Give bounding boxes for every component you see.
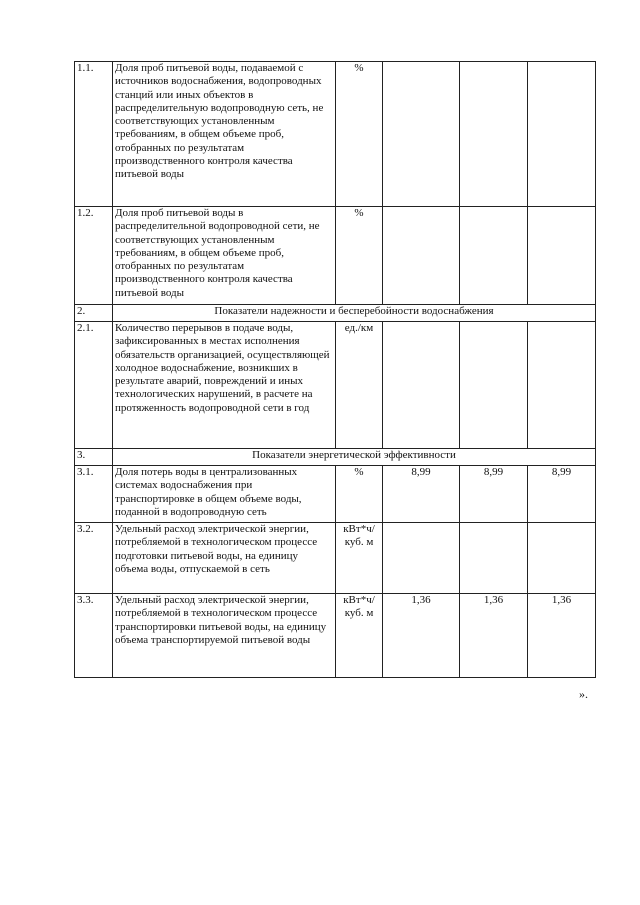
row-value-1	[383, 523, 460, 594]
row-value-1	[383, 207, 460, 305]
row-value-3	[528, 207, 596, 305]
row-description: Удельный расход электрической энергии, потребляемой в технологическом процессе транспортировки питьевой воды, на единицу объема транспортируемой питьевой воды	[113, 594, 336, 678]
indicators-table	[74, 61, 596, 678]
row-unit: кВт*ч/ куб. м	[336, 523, 383, 594]
row-number: 3.2.	[75, 523, 113, 594]
row-number: 1.1.	[75, 62, 113, 207]
row-description: Доля проб питьевой воды, подаваемой с источников водоснабжения, водопроводных станций или иных объектов в распределительную водопроводную сеть, не соответствующих установленным требованиям, в общем объеме проб, отобранных по результатам производственного контроля качества питьевой воды	[113, 62, 336, 207]
row-number: 3.1.	[75, 466, 113, 523]
row-value-1: 1,36	[383, 594, 460, 678]
row-value-1	[383, 322, 460, 449]
row-value-3	[528, 523, 596, 594]
row-number: 2.1.	[75, 322, 113, 449]
closing-quote-mark: ».	[579, 687, 588, 701]
row-description: Доля потерь воды в централизованных системах водоснабжения при транспортировке в общем объеме воды, поданной в водопроводную сеть	[113, 466, 336, 523]
section-number: 3.	[75, 449, 113, 466]
row-description: Количество перерывов в подаче воды, зафиксированных в местах исполнения обязательств организацией, осуществляющей холодное водоснабжение, возникших в результате аварий, повреждений и иных технологических нарушений, в расчете на протяженность водопроводной сети в год	[113, 322, 336, 449]
table-row	[75, 523, 596, 594]
section-title: Показатели энергетической эффективности	[113, 449, 596, 466]
section-title: Показатели надежности и бесперебойности водоснабжения	[113, 305, 596, 322]
row-number: 3.3.	[75, 594, 113, 678]
section-row	[75, 449, 596, 466]
row-value-3	[528, 62, 596, 207]
table-row	[75, 207, 596, 305]
row-value-2	[460, 523, 528, 594]
row-value-2: 1,36	[460, 594, 528, 678]
row-value-2: 8,99	[460, 466, 528, 523]
table-row	[75, 62, 596, 207]
row-unit: кВт*ч/ куб. м	[336, 594, 383, 678]
row-value-2	[460, 207, 528, 305]
table-row	[75, 322, 596, 449]
row-value-1	[383, 62, 460, 207]
row-description: Доля проб питьевой воды в распределительной водопроводной сети, не соответствующих установленным требованиям, в общем объеме проб, отобранных по результатам производственного контроля качества питьевой воды	[113, 207, 336, 305]
section-number: 2.	[75, 305, 113, 322]
row-value-3	[528, 322, 596, 449]
table-row	[75, 466, 596, 523]
row-value-2	[460, 62, 528, 207]
row-description: Удельный расход электрической энергии, потребляемой в технологическом процессе подготовки питьевой воды, на единицу объема воды, отпускаемой в сеть	[113, 523, 336, 594]
row-value-3: 1,36	[528, 594, 596, 678]
row-unit: ед./км	[336, 322, 383, 449]
row-value-3: 8,99	[528, 466, 596, 523]
row-unit: %	[336, 207, 383, 305]
row-number: 1.2.	[75, 207, 113, 305]
row-value-1: 8,99	[383, 466, 460, 523]
row-unit: %	[336, 62, 383, 207]
section-row	[75, 305, 596, 322]
table-row	[75, 594, 596, 678]
row-unit: %	[336, 466, 383, 523]
row-value-2	[460, 322, 528, 449]
